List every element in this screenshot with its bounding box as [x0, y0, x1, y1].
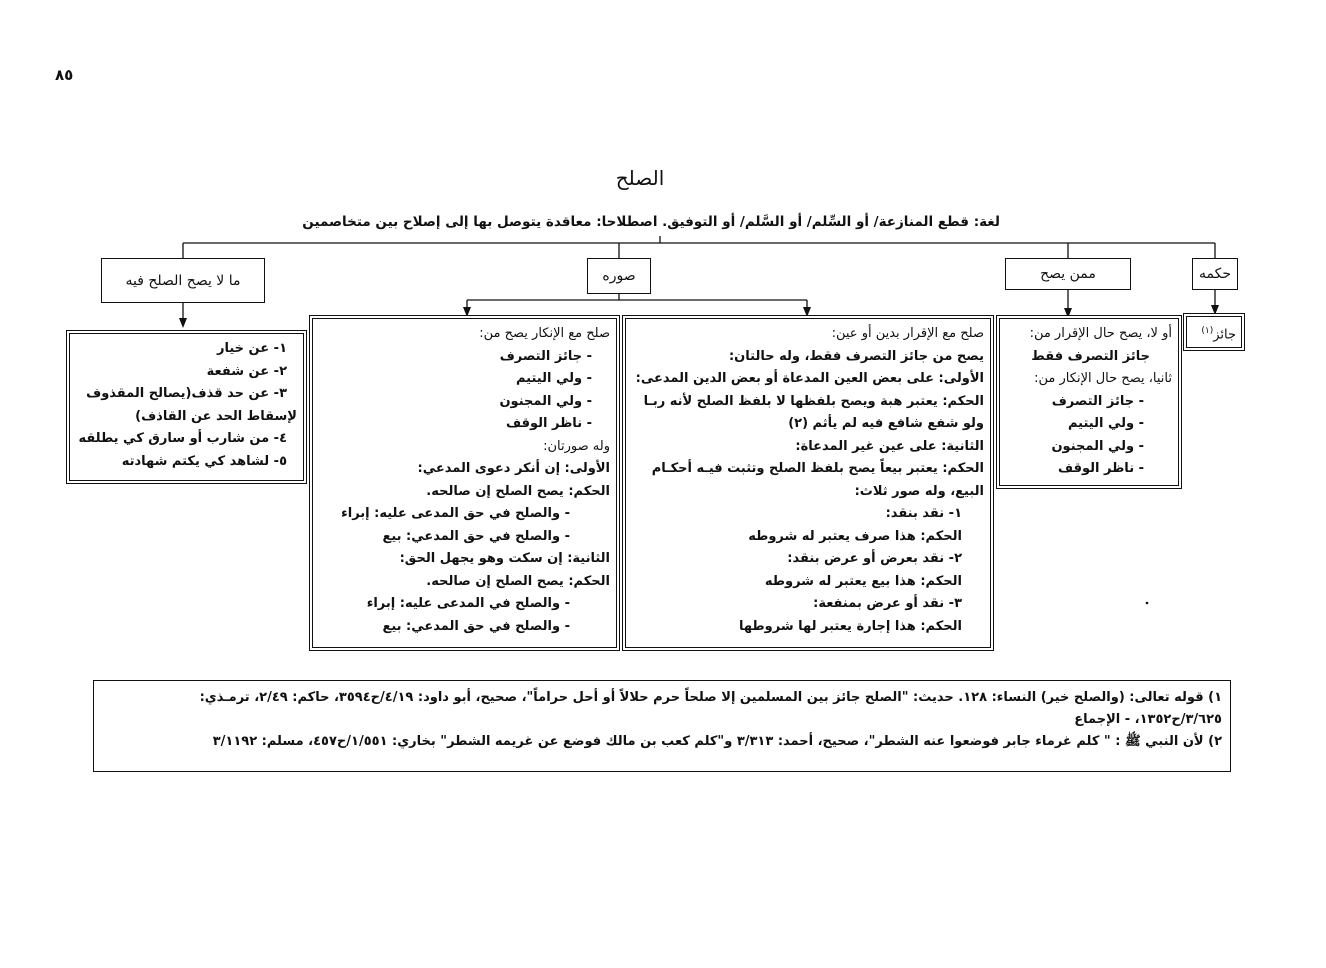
page-number: ٨٥ [55, 66, 74, 84]
inkar-line: - ولي المجنون [499, 393, 592, 409]
iqrar-line: الحكم: يعتبر بيعاً يصح بلفظ الصلح وتثبت فيـه أحكـام [651, 461, 984, 476]
iqrar-line: الحكم: هذا إجارة يعتبر لها شروطها [738, 618, 962, 634]
footnote-1-line-1: ١) قوله تعالى: (والصلح خير) النساء: ١٢٨. حديث: "الصلح جائز بين المسلمين إلا صلحاً حرم حلالاً أو أحل حراماً"، صحيح، أبو داود: ٤/١٩/ح٣٥٩٤، حاكم: ٢/٤٩، ترمـذي: [199, 690, 1222, 705]
mimman-line: ثانيا، يصح حال الإنكار من: [1034, 371, 1172, 386]
inkar-line: وله صورتان: [543, 438, 610, 454]
ma-la-line: ٥- لشاهد كي يكتم شهادته [121, 453, 287, 469]
footnotes-box [93, 680, 1231, 772]
mimman-line: - ولي المجنون [1051, 438, 1144, 454]
mimman-box [999, 318, 1179, 486]
inkar-line: - والصلح في حق المدعي: بيع [382, 618, 570, 634]
iqrar-line: البيع، وله صور ثلاث: [854, 483, 984, 499]
inkar-line: الحكم: يصح الصلح إن صالحه. [426, 483, 610, 499]
inkar-line: صلح مع الإنكار يصح من: [479, 326, 610, 341]
iqrar-line: ٢- نقد بعرض أو عرض بنقد: [787, 551, 962, 566]
header-mimman-yasih: ممن يصح [1005, 258, 1131, 290]
ma-la-line: ١- عن خيار [216, 341, 287, 356]
iqrar-line: ١- نقد بنقد: [885, 506, 962, 521]
ma-la-line: ٢- عن شفعة [206, 363, 287, 379]
footnote-ref-1: (١) [1201, 326, 1214, 336]
inkar-line: الأولى: إن أنكر دعوى المدعي: [417, 461, 610, 476]
iqrar-line: ولو شفع شافع فيه لم يأثم (٢) [788, 416, 984, 431]
hukm-text: جائز [1213, 327, 1236, 343]
mimman-line: جائز التصرف فقط [1031, 348, 1150, 364]
inkar-line: - والصلح في حق المدعي: بيع [382, 528, 570, 544]
iqrar-line: ٣- نقد أو عرض بمنفعة: [813, 596, 962, 611]
inkar-line: الحكم: يصح الصلح إن صالحه. [426, 573, 610, 589]
iqrar-line: الحكم: هذا صرف يعتبر له شروطه [748, 528, 962, 544]
ma-la-line: ٣- عن حد قذف(يصالح المقذوف [86, 386, 287, 401]
hukm-box [1186, 316, 1242, 348]
iqrar-line: الثانية: على عين غير المدعاة: [795, 438, 984, 454]
inkar-box [312, 318, 617, 648]
iqrar-box [625, 318, 991, 648]
mimman-line: - ولي اليتيم [1067, 416, 1144, 431]
mimman-line: - ناظر الوقف [1057, 461, 1144, 476]
header-hukm: حكمه [1192, 258, 1238, 290]
footnote-2: ٢) لأن النبي ﷺ : " كلم غرماء جابر فوضعوا عنه الشطر"، صحيح، أحمد: ٣/٣١٣ و"كلم كعب بن مالك فوضع عن غريمه الشطر" بخاري: ١/٥٥١/ح٤٥٧، مسلم: ٣/١١٩٢ [212, 734, 1222, 749]
inkar-line: - والصلح في حق المدعى عليه: إبراء [341, 506, 570, 521]
header-suwar: صوره [587, 258, 651, 294]
ma-la-line: ٤- من شارب أو سارق كي يطلقه [78, 431, 287, 446]
iqrar-line: صلح مع الإقرار بدين أو عين: [831, 326, 984, 341]
mimman-line: - جائز التصرف [1051, 393, 1144, 409]
ma-la-box [69, 333, 304, 481]
inkar-line: - جائز التصرف [499, 348, 592, 364]
page-title: الصلح [615, 166, 665, 190]
iqrar-line: الحكم: هذا بيع يعتبر له شروطه [764, 573, 962, 589]
inkar-line: - ناظر الوقف [505, 416, 592, 431]
header-ma-la-yasih: ما لا يصح الصلح فيه [101, 258, 265, 303]
iqrar-line: الحكم: يعتبر هبة ويصح بلفظها لا بلفظ الصلح لأنه ربـا [643, 393, 984, 409]
ma-la-line: لإسقاط الحد عن القاذف) [135, 408, 297, 424]
iqrar-line: يصح من جائز التصرف فقط، وله حالتان: [728, 348, 984, 364]
inkar-line: - ولي اليتيم [515, 371, 592, 386]
inkar-line: - والصلح في المدعى عليه: إبراء [366, 596, 570, 611]
mimman-line: أو لا، يصح حال الإقرار من: [1029, 326, 1172, 341]
inkar-line: الثانية: إن سكت وهو يجهل الحق: [399, 551, 610, 566]
footnote-1-line-2: ٣/٦٢٥/ح١٣٥٢، - الإجماع [1074, 712, 1222, 727]
iqrar-line: الأولى: على بعض العين المدعاة أو بعض الدين المدعى: [635, 371, 984, 386]
definition-line: لغة: قطع المنازعة/ أو السِّلم/ أو السَّلم/ أو التوفيق. اصطلاحا: معاقدة يتوصل بها إلى إصلاح بين متخاصمين [302, 214, 1000, 230]
